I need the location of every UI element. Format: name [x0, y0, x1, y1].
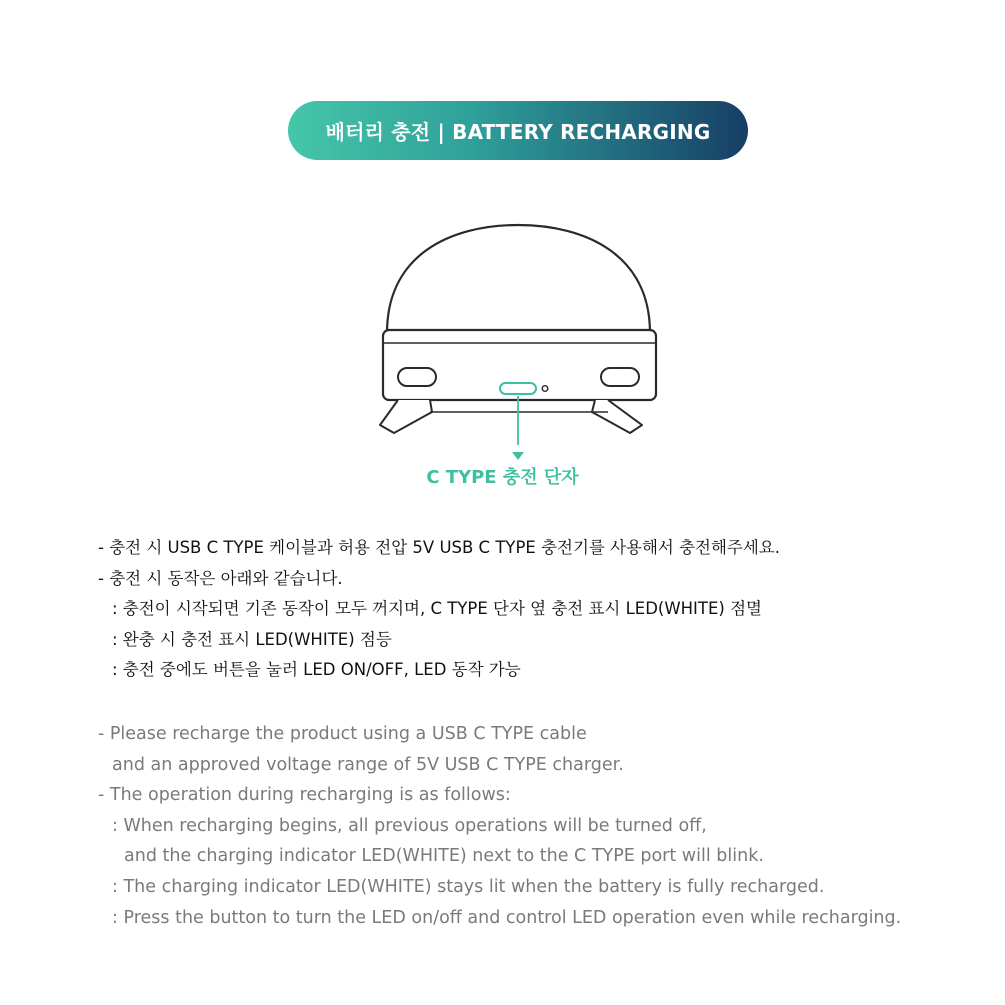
korean-instructions: [98, 533, 958, 686]
ko-line: : 충전 중에도 버튼을 눌러 LED ON/OFF, LED 동작 가능: [112, 660, 521, 679]
ko-line: - 충전 시 동작은 아래와 같습니다.: [98, 568, 343, 588]
en-line: - Please recharge the product using a USB C TYPE cable: [98, 724, 587, 744]
ko-line: - 충전 시 USB C TYPE 케이블과 허용 전압 5V USB C TYPE 충전기를 사용해서 충전해주세요.: [98, 538, 780, 557]
left-leg: [380, 400, 432, 433]
port-label: C TYPE 충전 단자: [426, 467, 579, 488]
arrow-down-icon: [512, 452, 524, 461]
led-indicator-icon: [542, 386, 548, 392]
ko-line: : 완충 시 충전 표시 LED(WHITE) 점등: [112, 629, 392, 649]
english-instructions: [98, 719, 978, 933]
en-line: : When recharging begins, all previous operations will be turned off,: [112, 815, 707, 836]
ko-line: : 충전이 시작되면 기존 동작이 모두 꺼지며, C TYPE 단자 옆 충전 표시 LED(WHITE) 점멸: [112, 599, 762, 618]
en-line: - The operation during recharging is as follows:: [98, 785, 511, 806]
right-leg: [592, 400, 642, 433]
dome-shell: [387, 225, 650, 333]
section-title: 배터리 충전 | BATTERY RECHARGING: [325, 120, 711, 144]
left-slot: [398, 368, 436, 386]
en-line: and an approved voltage range of 5V USB C TYPE charger.: [112, 754, 624, 775]
right-slot: [601, 368, 639, 386]
en-line: : Press the button to turn the LED on/off and control LED operation even while recharging.: [112, 907, 902, 928]
usb-c-port-icon: [500, 383, 536, 394]
device-diagram: [370, 215, 670, 445]
section-title-pill: [288, 101, 748, 160]
en-line: and the charging indicator LED(WHITE) next to the C TYPE port will blink.: [124, 846, 764, 867]
en-line: : The charging indicator LED(WHITE) stays lit when the battery is fully recharged.: [112, 876, 825, 897]
